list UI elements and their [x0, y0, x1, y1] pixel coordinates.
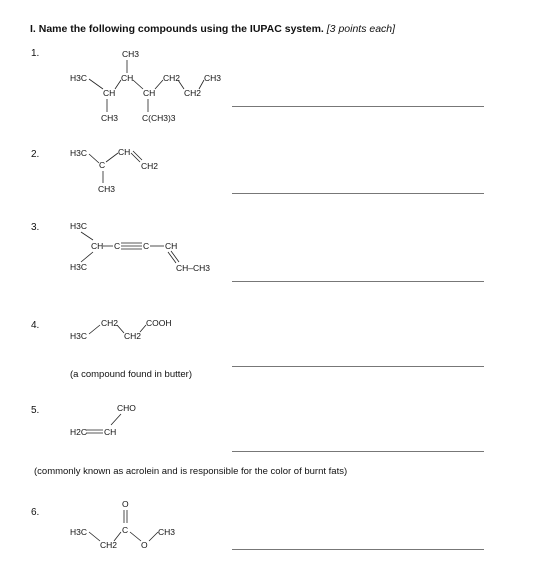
q3-ch-b: CH — [165, 241, 178, 251]
q2-h3c: H3C — [70, 148, 88, 158]
q5-ch: CH — [104, 427, 117, 437]
q2-c: C — [99, 160, 106, 170]
q1-ch-a: CH — [103, 88, 116, 98]
q2-ch: CH — [118, 147, 131, 157]
heading-text: I. Name the following compounds using the IUPAC system. — [30, 23, 324, 35]
note-acrolein: (commonly known as acrolein and is responsible for the color of burnt fats) — [34, 466, 348, 477]
heading-points: [3 points each] — [326, 23, 396, 35]
q1-ch3-top: CH3 — [122, 49, 140, 59]
question-number-5: 5. — [31, 405, 40, 416]
question-number-6: 6. — [31, 507, 40, 518]
q2-ch3-low: CH3 — [98, 184, 116, 194]
q4-cooh: COOH — [146, 318, 172, 328]
q6-h3c: H3C — [70, 527, 88, 537]
question-number-4: 4. — [31, 320, 40, 331]
q6-ch3: CH3 — [158, 527, 176, 537]
q6-o: O — [141, 540, 148, 550]
q2-ch2: CH2 — [141, 161, 159, 171]
q3-ch-ch3: CH–CH3 — [176, 263, 211, 273]
q1-tbutyl: C(CH3)3 — [142, 113, 176, 123]
q1-h3c: H3C — [70, 73, 88, 83]
q5-cho: CHO — [117, 403, 136, 413]
question-number-3: 3. — [31, 222, 40, 233]
question-number-1: 1. — [31, 48, 40, 59]
q6-o-top: O — [122, 499, 129, 509]
q1-ch2b: CH2 — [184, 88, 202, 98]
q5-h2c: H2C — [70, 427, 88, 437]
q4-ch2b: CH2 — [124, 331, 142, 341]
note-butter: (a compound found in butter) — [70, 369, 192, 380]
q3-c2: C — [143, 241, 150, 251]
q6-c: C — [122, 525, 129, 535]
q4-ch2a: CH2 — [101, 318, 119, 328]
q1-ch3-right: CH3 — [204, 73, 222, 83]
q3-c1: C — [114, 241, 121, 251]
q6-ch2: CH2 — [100, 540, 118, 550]
q3-ch-a: CH — [91, 241, 104, 251]
q4-h3c: H3C — [70, 331, 88, 341]
q1-ch-c: CH — [143, 88, 156, 98]
q3-h3c-bot: H3C — [70, 262, 88, 272]
q3-h3c-top: H3C — [70, 221, 88, 231]
question-number-2: 2. — [31, 149, 40, 160]
q1-ch3-low: CH3 — [101, 113, 119, 123]
q1-ch-b: CH — [121, 73, 134, 83]
q1-ch2: CH2 — [163, 73, 181, 83]
